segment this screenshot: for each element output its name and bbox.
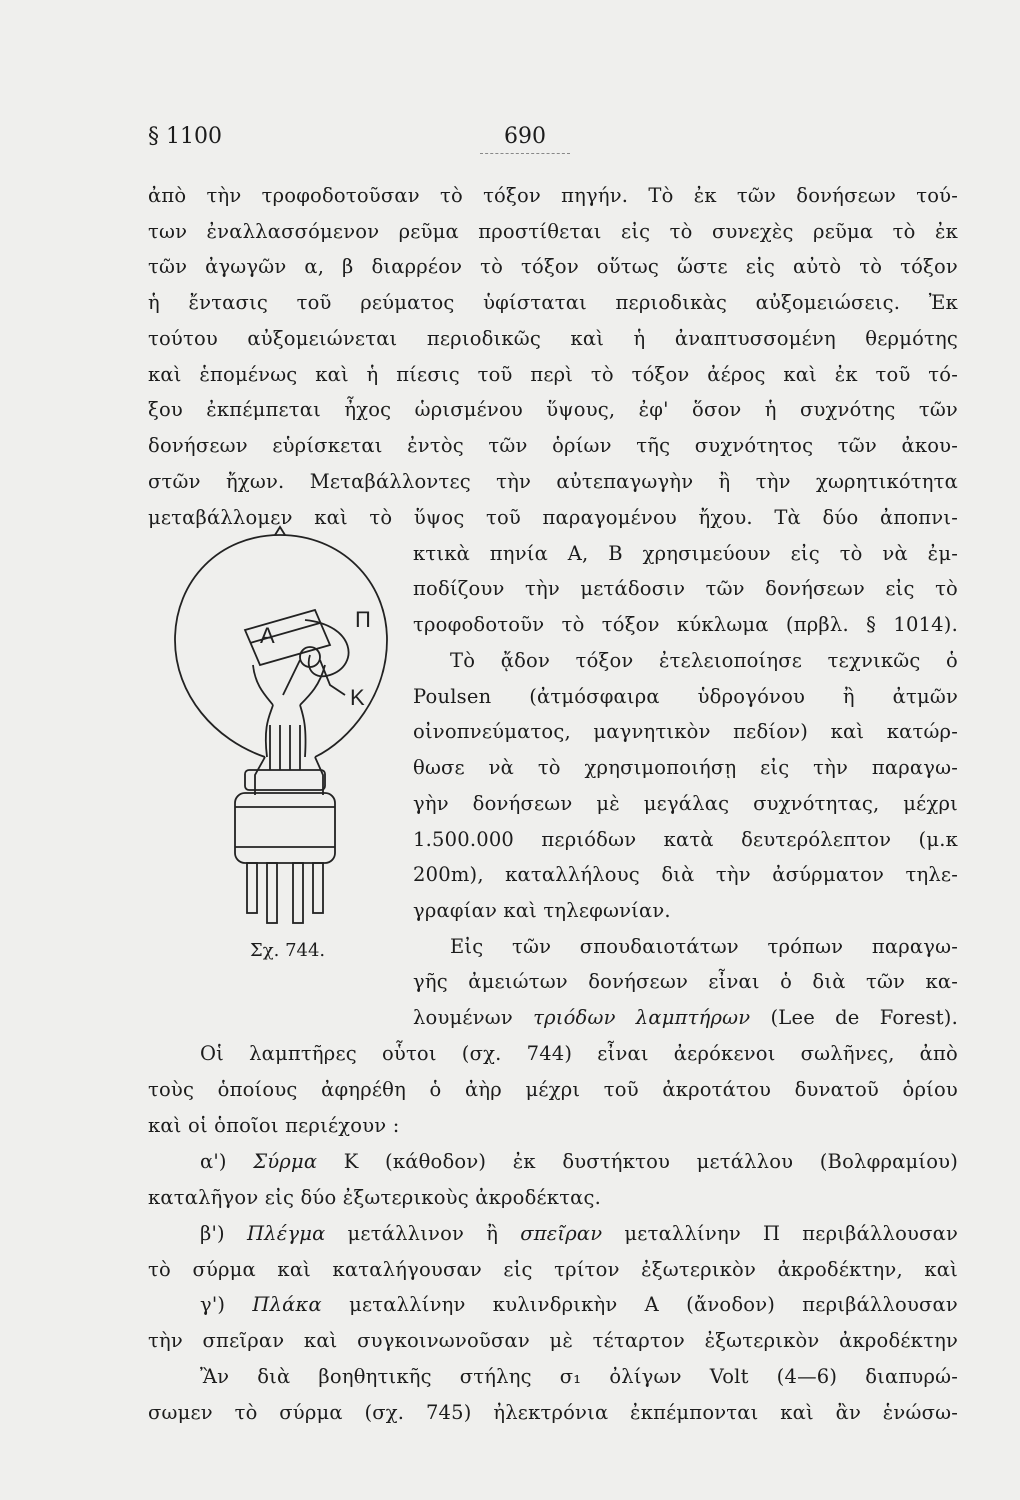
label-cathode: Κ — [350, 685, 365, 710]
page-number: 690 — [504, 124, 546, 149]
figure-caption: Σχ. 744. — [250, 940, 326, 961]
list-item-beta — [200, 1221, 958, 1247]
text-line: σωμεν τὸ σύρμα (σχ. 745) ἠλεκτρόνια ἐκπέμπονται καὶ ἂν ἑνώσω- — [148, 1401, 958, 1424]
text-line: Poulsen (ἀτμόσφαιρα ὑδρογόνου ἢ ἀτμῶν — [413, 685, 958, 708]
list-item-gamma — [200, 1292, 958, 1318]
text-line: Εἰς τῶν σπουδαιοτάτων τρόπων παραγω- — [450, 935, 958, 958]
text-line: των ἐναλλασσόμενον ρεῦμα προστίθεται εἰς τὸ συνεχὲς ρεῦμα τὸ ἐκ — [148, 220, 958, 243]
label-anode: Α — [260, 623, 275, 648]
grid-coil — [305, 620, 349, 676]
text-line: γὴν δονήσεων μὲ μεγάλας συχνότητας, μέχρι — [413, 792, 958, 815]
text-line: τοὺς ὁποίους ἀφηρέθη ὁ ἀὴρ μέχρι τοῦ ἀκροτάτου δυνατοῦ ὁρίου — [148, 1078, 958, 1101]
text-line: καταλῆγον εἰς δύο ἐξωτερικοὺς ἀκροδέκτας. — [148, 1186, 602, 1209]
text-line: 200m), καταλλήλους διὰ τὴν ἀσύρματον τηλε- — [413, 863, 958, 886]
lamp-pin — [293, 863, 303, 923]
italic-term: σπεῖραν — [520, 1222, 603, 1245]
anode-plate — [245, 610, 330, 665]
header-rule — [480, 153, 570, 154]
lamp-pin — [247, 863, 257, 913]
text-line: ποδίζουν τὴν μετάδοσιν τῶν δονήσεων εἰς τὸ — [413, 577, 958, 600]
text-line: τούτου αὐξομειώνεται περιοδικῶς καὶ ἡ ἀναπτυσσομένη θερμότης — [148, 327, 958, 350]
text-line: τὸ σύρμα καὶ καταλήγουσαν εἰς τρίτον ἐξωτερικὸν ἀκροδέκτην, καὶ — [148, 1258, 958, 1281]
lamp-pin — [313, 863, 323, 913]
triode-lamp-figure — [155, 525, 405, 965]
text-line: Οἱ λαμπτῆρες οὗτοι (σχ. 744) εἶναι ἀερόκενοι σωλῆνες, ἀπὸ — [200, 1042, 958, 1065]
text-line: οἰνοπνεύματος, μαγνητικὸν πεδίον) καὶ κατώρ- — [413, 720, 958, 743]
section-number: § 1100 — [148, 124, 222, 149]
bulb-tip — [275, 527, 285, 535]
text-span: μετάλλινον ἢ — [325, 1222, 521, 1245]
text-span: λουμένων — [413, 1006, 534, 1029]
text-line: μεταβάλλομεν καὶ τὸ ὕψος τοῦ παραγομένου ἤχου. Τὰ δύο ἀποπνι- — [148, 506, 958, 529]
text-span: β') — [200, 1222, 247, 1245]
text-line: γραφίαν καὶ τηλεφωνίαν. — [413, 899, 671, 922]
text-line: κτικὰ πηνία Α, Β χρησιμεύουν εἰς τὸ νὰ ἐμ- — [413, 542, 958, 565]
italic-term: Πλάκα — [252, 1293, 322, 1316]
text-line: ἀπὸ τὴν τροφοδοτοῦσαν τὸ τόξον πηγήν. Τὸ ἐκ τῶν δονήσεων τού- — [148, 184, 958, 207]
text-line: τὴν σπεῖραν καὶ συγκοινωνοῦσαν μὲ τέταρτον ἐξωτερικὸν ἀκροδέκτην — [148, 1329, 958, 1352]
text-line: ξου ἐκπέμπεται ἦχος ὡρισμένου ὕψους, ἐφ' ὅσον ἡ συχνότης τῶν — [148, 398, 958, 421]
text-line — [413, 1005, 958, 1031]
italic-term: Πλέγμα — [246, 1222, 326, 1245]
text-line: Τὸ ᾄδον τόξον ἐτελειοποίησε τεχνικῶς ὁ — [450, 649, 958, 672]
label-grid: Π — [355, 607, 371, 632]
text-span: μεταλλίνην Π περιβάλλουσαν — [602, 1222, 958, 1245]
text-span: Κ (κάθοδον) ἐκ δυστήκτου μετάλλου (Βολφραμίου) — [317, 1150, 958, 1173]
text-span: α') — [200, 1150, 254, 1173]
italic-term: τριόδων λαμπτήρων — [533, 1006, 751, 1029]
text-line: δονήσεων εὑρίσκεται ἐντὸς τῶν ὁρίων τῆς συχνότητος τῶν ἀκου- — [148, 434, 958, 457]
text-span: (Lee de Forest). — [750, 1006, 959, 1029]
text-span: μεταλλίνην κυλινδρικὴν Α (ἄνοδον) περιβάλλουσαν — [321, 1293, 958, 1316]
list-item-alpha — [200, 1149, 958, 1175]
text-line: τῶν ἀγωγῶν α, β διαρρέον τὸ τόξον οὕτως ὥστε εἰς αὐτὸ τὸ τόξον — [148, 255, 958, 278]
text-line: καὶ ἑπομένως καὶ ἡ πίεσις τοῦ περὶ τὸ τόξον ἀέρος καὶ ἐκ τοῦ τό- — [148, 363, 958, 386]
lamp-base — [235, 793, 335, 863]
italic-term: Σύρμα — [253, 1150, 318, 1173]
text-line: στῶν ἤχων. Μεταβάλλοντες τὴν αὐτεπαγωγὴν ἢ τὴν χωρητικότητα — [148, 470, 958, 493]
text-line: 1.500.000 περιόδων κατὰ δευτερόλεπτον (μ.κ — [413, 828, 958, 851]
text-line: γῆς ἀμειώτων δονήσεων εἶναι ὁ διὰ τῶν κα- — [413, 970, 958, 993]
bulb-outline — [175, 535, 387, 757]
text-line: τροφοδοτοῦν τὸ τόξον κύκλωμα (πρβλ. § 1014). — [413, 613, 958, 636]
lamp-pin — [267, 863, 277, 923]
text-line: θωσε νὰ τὸ χρησιμοποιήσῃ εἰς τὴν παραγω- — [413, 756, 958, 779]
text-span: γ') — [200, 1293, 253, 1316]
text-line: καὶ οἱ ὁποῖοι περιέχουν : — [148, 1114, 400, 1137]
text-line: ἡ ἔντασις τοῦ ρεύματος ὑφίσταται περιοδικὰς αὐξομειώσεις. Ἐκ — [148, 291, 958, 314]
text-line: Ἂν διὰ βοηθητικῆς στήλης σ₁ ὀλίγων Volt (4—6) διαπυρώ- — [200, 1365, 958, 1388]
